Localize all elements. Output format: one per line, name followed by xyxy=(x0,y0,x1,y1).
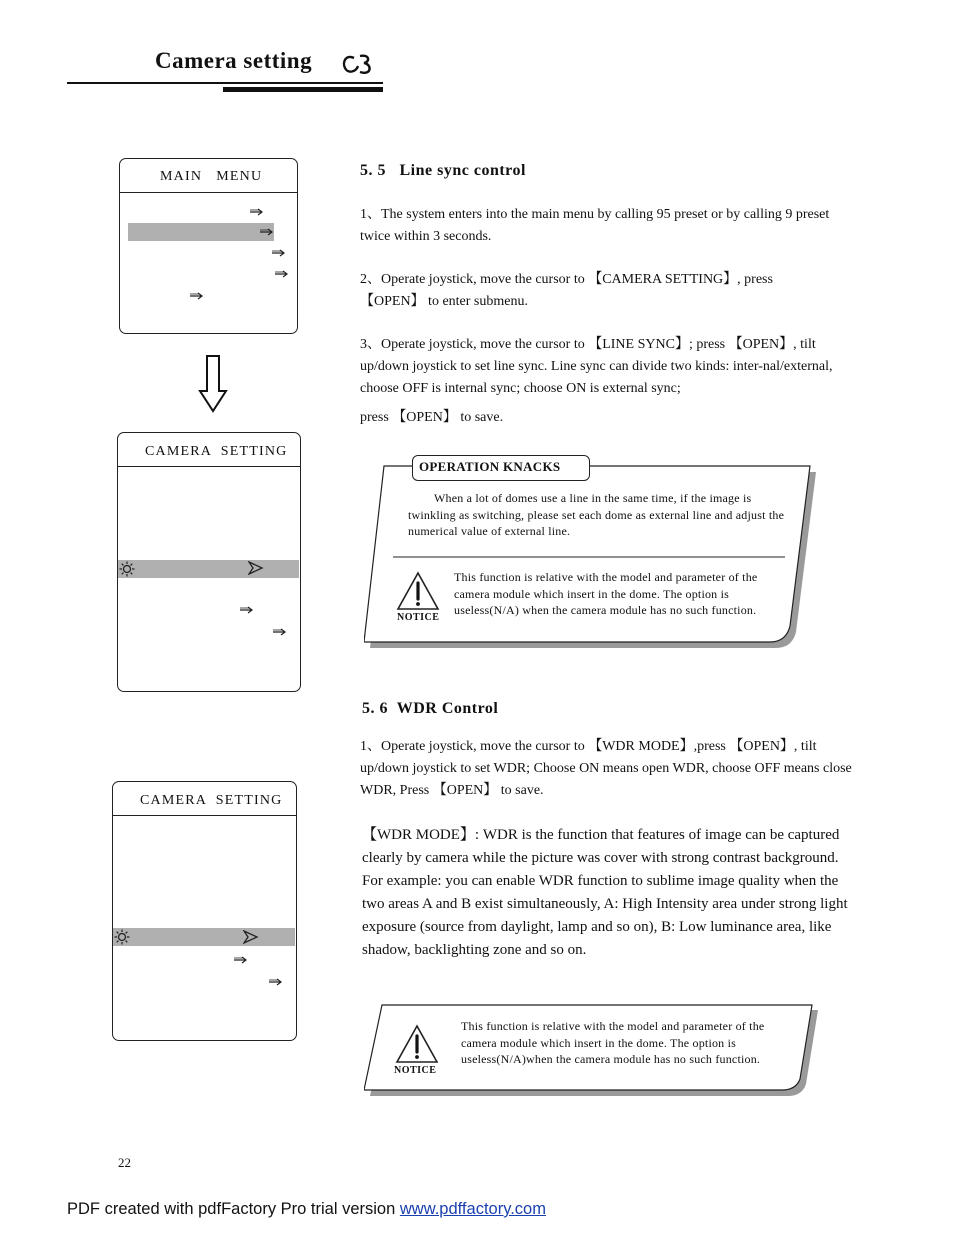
menu-highlight-bar xyxy=(118,560,299,578)
step-2-text: 2、Operate joystick, move the cursor to 【CAMERA SETTING】, press 【OPEN】 to enter submenu. xyxy=(360,272,773,309)
right-arrow-icon xyxy=(234,956,248,964)
wdr-mode-description: 【WDR MODE】: WDR is the function that features of image can be captured clearly by camera while the picture was cover with strong contrast background. For example: you can enable WDR function to sublime image quality when the two areas A and B exist simultaneously, A: High Intensity area under strong light exposure (source from daylight, lamp and so on), B: Low luminance area, like shadow, backlighting zone and so on. xyxy=(362,827,848,958)
menu-divider xyxy=(120,192,297,193)
page-title: Camera setting xyxy=(155,48,313,73)
notice-label: NOTICE xyxy=(397,612,440,623)
camera-setting-title: CAMERA SETTING xyxy=(140,793,283,808)
menu-highlight-bar xyxy=(128,223,274,241)
main-menu-box xyxy=(119,158,298,334)
exclamation-triangle-icon xyxy=(396,571,440,611)
header-rule-thick xyxy=(223,87,383,92)
triangle-cursor-icon xyxy=(248,561,264,575)
pdf-footer xyxy=(67,1200,546,1219)
triangle-cursor-icon xyxy=(243,930,259,944)
page-number: 22 xyxy=(118,1155,131,1170)
right-arrow-icon xyxy=(273,628,287,636)
camera-setting-title: CAMERA SETTING xyxy=(145,444,288,459)
step-3-save-text: press 【OPEN】 to save. xyxy=(360,410,504,425)
knacks-label: OPERATION KNACKS xyxy=(419,459,561,474)
step-1-text: 1、The system enters into the main menu by calling 95 preset or by calling 9 preset twice within 3 seconds. xyxy=(360,207,830,244)
right-arrow-icon xyxy=(240,606,254,614)
sun-icon xyxy=(119,561,135,577)
pdffactory-link[interactable]: www.pdffactory.com xyxy=(399,1200,546,1218)
menu-highlight-bar xyxy=(113,928,295,946)
menu-divider xyxy=(118,466,300,467)
sun-icon xyxy=(114,929,130,945)
notice-label: NOTICE xyxy=(394,1065,437,1076)
menu-divider xyxy=(113,815,296,816)
camera-setting-box-2 xyxy=(112,781,297,1041)
wdr-step-1-text: 1、Operate joystick, move the cursor to 【WDR MODE】,press 【OPEN】, tilt up/down joystick to set WDR; Choose ON means open WDR, choose OFF means close WDR, Press 【OPEN】 to save. xyxy=(360,739,852,798)
right-arrow-icon xyxy=(190,292,204,300)
right-arrow-icon xyxy=(269,978,283,986)
notice-text: This function is relative with the model and parameter of the camera module which insert in the dome. The option is useless(N/A)when the camera module has no such function. xyxy=(461,1019,765,1066)
notice-text: This function is relative with the model and parameter of the camera module which insert in the dome. The option is useless(N/A) when the camera module has no such function. xyxy=(454,570,758,617)
footer-text: PDF created with pdfFactory Pro trial version xyxy=(67,1200,400,1218)
knacks-text: When a lot of domes use a line in the same time, if the image is twinkling as switching, please set each dome as external line and adjust the numerical value of external line. xyxy=(408,491,785,538)
camera-setting-box-1 xyxy=(117,432,301,692)
section-heading: 5. 6 WDR Control xyxy=(362,700,499,717)
right-arrow-icon xyxy=(275,270,289,278)
exclamation-triangle-icon xyxy=(395,1024,439,1064)
step-3-text: 3、Operate joystick, move the cursor to 【LINE SYNC】; press 【OPEN】, tilt up/down joystick to set line sync. Line sync can divide two kinds: inter-nal/external, choose OFF is internal sync; choose ON is external sync; xyxy=(360,337,833,396)
down-arrow-icon xyxy=(198,355,228,413)
right-arrow-icon xyxy=(260,228,274,236)
right-arrow-icon xyxy=(272,249,286,257)
section-heading: 5. 5 Line sync control xyxy=(360,162,526,179)
cs-ornament-icon xyxy=(340,50,374,78)
main-menu-title: MAIN MENU xyxy=(160,169,263,184)
header-rule xyxy=(67,82,383,84)
right-arrow-icon xyxy=(250,208,264,216)
